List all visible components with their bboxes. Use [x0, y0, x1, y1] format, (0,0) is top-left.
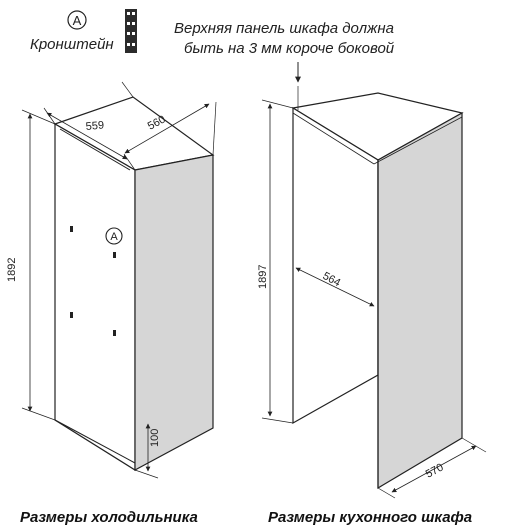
cabinet-left-side: [293, 108, 378, 423]
bracket-label: Кронштейн: [30, 36, 114, 53]
cabinet-height-value: 1897: [257, 264, 269, 289]
cabinet-depth-value: 570: [423, 461, 446, 481]
bracket-symbol-letter: A: [72, 13, 82, 28]
fridge-depth-value: 559: [85, 119, 105, 133]
fridge-width-value: 560: [145, 113, 168, 133]
note-line-2: быть на 3 мм короче боковой: [184, 40, 395, 57]
fridge-hinge-mark-3: [113, 252, 116, 258]
fridge-caption: Размеры холодильника: [20, 509, 198, 526]
cabinet-right-side: [378, 113, 462, 488]
fridge-hinge-mark-1: [70, 226, 73, 232]
fridge-door: [55, 124, 135, 470]
fridge-height-value: 1892: [6, 257, 18, 282]
fridge-drawing: [6, 82, 216, 526]
fridge-bracket-letter: A: [110, 231, 118, 243]
fridge-plinth-value: 100: [149, 428, 161, 447]
fridge-hinge-mark-4: [113, 330, 116, 336]
legend: [30, 9, 137, 53]
fridge-hinge-mark-2: [70, 312, 73, 318]
cabinet-width-value: 564: [320, 270, 343, 290]
bracket-icon: [125, 9, 137, 53]
cabinet-drawing: [257, 62, 486, 526]
fridge-side: [135, 155, 213, 470]
note-line-1: Верхняя панель шкафа должна: [174, 20, 394, 37]
cabinet-caption: Размеры кухонного шкафа: [268, 509, 473, 526]
